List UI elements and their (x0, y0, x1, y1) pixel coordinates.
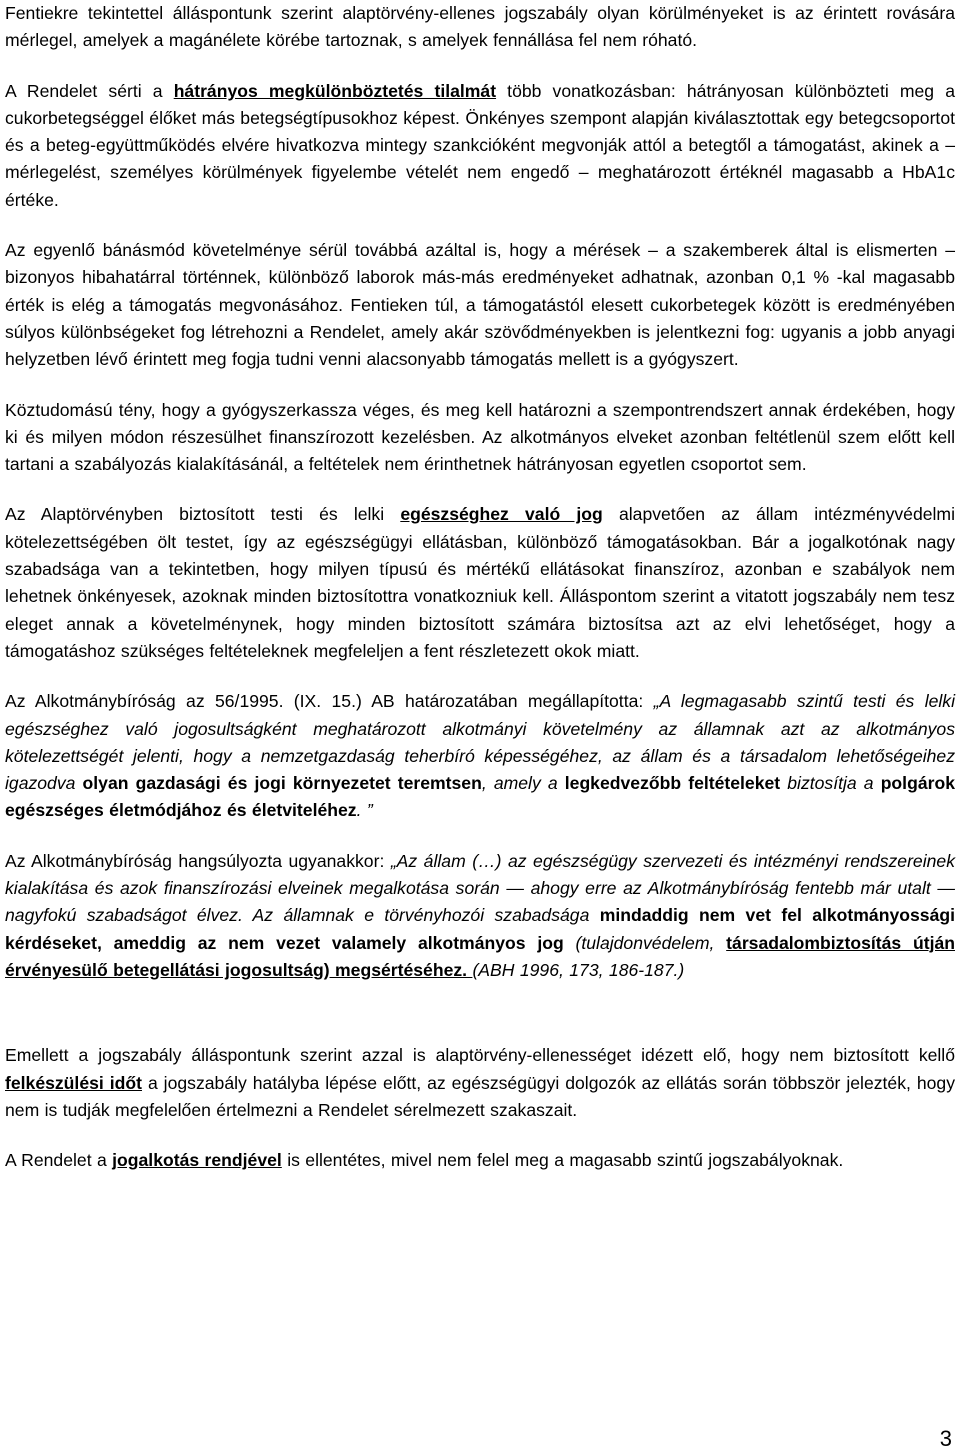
text-run: több vonatkozásban: hátrányosan különbözteti meg a cukorbetegséggel élőket más betegségtípusokhoz képest. Önkényes szempont alapján kiválasztottak egy betegcsoportot és a beteg-együttműködés elvére hivatkozva mintegy szankcióként megvonják attól a betegtől a támogatást, akinek a – mérlegelést, személyes körülmények figyelembe vételét nem engedő – meghatározott értéknél magasabb a HbA1c értéke. (5, 80, 955, 210)
text-run-b: polgárok egészséges életmódjához és életviteléhez (5, 773, 955, 821)
text-run-i: . ” (356, 800, 373, 821)
text-run: A Rendelet sérti a (5, 80, 174, 101)
text-run-b: olyan gazdasági és jogi környezetet teremtsen (82, 773, 482, 794)
paragraph (5, 848, 955, 984)
text-run: A Rendelet a (5, 1150, 113, 1171)
text-run-i: biztosítja a (780, 773, 881, 794)
page-number: 3 (939, 1426, 952, 1451)
text-run-i: (ABH 1996, 173, 186-187.) (472, 959, 685, 980)
text-run-b: mindaddig nem vet fel alkotmányossági kérdéseket, ameddig az nem vezet valamely alkotmányos jog (5, 905, 955, 953)
text-run: Az egyenlő bánásmód követelménye sérül továbbá azáltal is, hogy a mérések – a szakemberek által is elismerten – bizonyos hibahatárral történnek, különböző laborok más-más eredményeket adhatnak, azonban 0,1 % -kal magasabb érték is elég a támogatás megvonásához. Fentieken túl, a támogatástól elesett cukorbetegek között is eredményében súlyos különbségeket fog létrehozni a Rendelet, amely akár szövődményekben is jelentkezni fog: ugyanis a jobb anyagi helyzetben lévő érintett meg fogja tudni venni alacsonyabb támogatás mellett is a gyógyszert. (5, 240, 955, 370)
paragraph (5, 1147, 955, 1174)
text-run-i: „Az állam (…) az egészségügy szervezeti és intézményi rendszereinek kialakítása és azok finanszírozási elveinek megalkotása során — ahogy erre az Alkotmánybíróság fentebb már utalt — nagyfokú szabadságot élvez. Az államnak e törvényhozói szabadsága (5, 850, 955, 926)
document-page (5, 0, 955, 1174)
text-run-bu: társadalombiztosítás útján érvényesülő betegellátási jogosultság) megsértéséhez. (5, 932, 955, 980)
paragraph (5, 397, 955, 479)
text-run-i: (tulajdonvédelem, (563, 932, 727, 953)
text-run: Az Alkotmánybíróság hangsúlyozta ugyanakkor: (5, 850, 391, 871)
paragraph (5, 78, 955, 214)
paragraph (5, 0, 955, 55)
text-run-bu: felkészülési időt (5, 1072, 142, 1093)
text-run: Köztudomású tény, hogy a gyógyszerkassza véges, és meg kell határozni a szempontrendszert annak érdekében, hogy ki és milyen módon részesülhet finanszírozott kezelésben. Az alkotmányos elveket azonban feltétlenül szem előtt kell tartani a szabályozás kialakításánál, a feltételek nem érinthetnek hátrányosan egyetlen csoportot sem. (5, 399, 955, 475)
text-run: a jogszabály hatályba lépése előtt, az egészségügyi dolgozók az ellátás során többször jelezték, hogy nem is tudják megfelelően értelmezni a Rendelet sérelmezett szakaszait. (5, 1072, 956, 1120)
paragraph (5, 1042, 955, 1124)
text-run: Az Alaptörvényben biztosított testi és lelki (5, 504, 401, 525)
text-run-bu: jogalkotás rendjével (112, 1150, 282, 1171)
paragraph (5, 237, 955, 373)
text-run-i: „A legmagasabb szintű testi és lelki egészséghez való jogosultságként meghatározott alkotmányi követelmény az államnak azt az alkotmányos kötelezettségét jelenti, hogy a nemzetgazdaság teherbíró képességéhez, az állam és a társadalom lehetőségeihez igazodva (5, 691, 956, 794)
text-run: Fentiekre tekintettel álláspontunk szerint alaptörvény-ellenes jogszabály olyan körülményeket is az érintett rovására mérlegel, amelyek a magánélete körébe tartoznak, s amelyek fennállása fel nem róható. (5, 3, 955, 51)
text-run-b: legkedvezőbb feltételeket (564, 773, 781, 794)
text-run-bu: egészséghez való jog (400, 504, 603, 525)
text-run: alapvetően az állam intézményvédelmi kötelezettségében ölt testet, így az egészségügyi ellátásban, különböző támogatásokban. Bár a jogalkotónak nagy szabadsága van a tekintetben, hogy milyen típusú és mértékű ellátásokat finanszíroz, azonban e szabályok nem lehetnek önkényesek, azoknak minden biztosítottra vonatkozniuk kell. Álláspontom szerint a vitatott jogszabály nem tesz eleget annak a követelménynek, hogy minden biztosított számára biztosítsa azt az elvi lehetőséget, hogy a támogatáshoz szükséges feltételeknek megfeleljen a fent részletezett okok miatt. (5, 504, 956, 661)
text-run-bu: hátrányos megkülönböztetés tilalmát (173, 80, 497, 101)
paragraph (5, 501, 955, 665)
text-run: Emellett a jogszabály álláspontunk szerint azzal is alaptörvény-ellenességet idézett elő, hogy nem biztosított kellő (5, 1045, 955, 1066)
text-run: Az Alkotmánybíróság az 56/1995. (IX. 15.) AB határozatában megállapította: (5, 691, 654, 712)
text-run-i: , amely a (481, 773, 565, 794)
paragraph (5, 688, 955, 824)
text-run: is ellentétes, mivel nem felel meg a magasabb szintű jogszabályoknak. (281, 1150, 844, 1171)
